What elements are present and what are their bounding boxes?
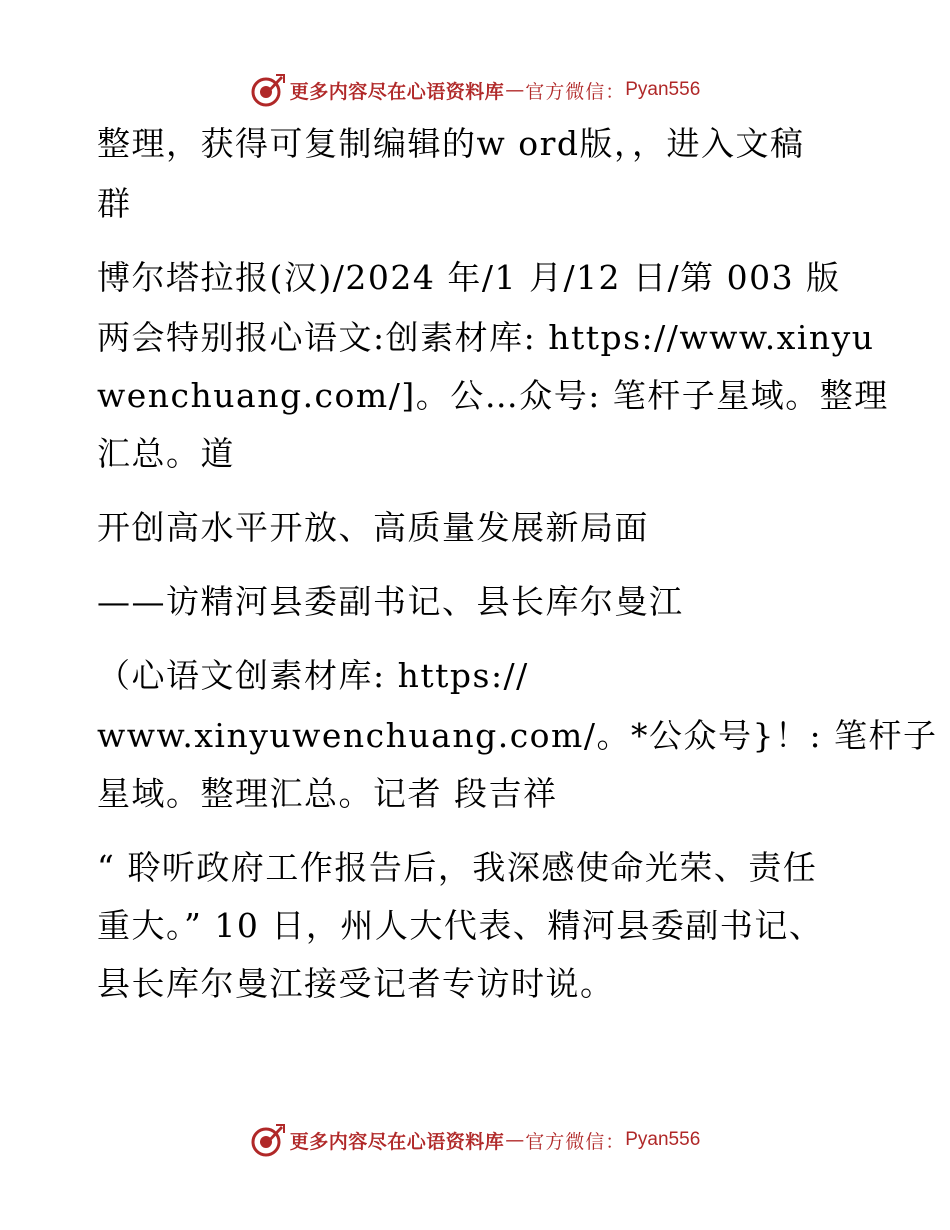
banner-dash: — — [505, 79, 525, 101]
text-line: 县长库尔曼江接受记者专访时说。 — [97, 964, 615, 1003]
text-line: www.xinyuwenchuang.com/。*公众号}！: 笔杆子 — [97, 716, 938, 755]
text-line: 群 — [97, 184, 132, 223]
banner-wechat-label: 官方微信： — [525, 1130, 626, 1153]
banner-main-text: 更多内容尽在心语资料库 — [289, 80, 505, 103]
banner-dash: — — [505, 1129, 525, 1151]
text-line: 博尔塔拉报(汉)/2024 年/1 月/12 日/第 003 版 — [97, 258, 841, 297]
footer-watermark — [0, 1120, 950, 1160]
text-line: （心语文创素材库: https:// — [97, 656, 529, 695]
text-line: 重大。” 10 日，州人大代表、精河县委副书记、 — [97, 906, 824, 945]
quill-logo-icon — [250, 1122, 286, 1158]
text-line: 整理，获得可复制编辑的w ord版，，进入文稿 — [97, 124, 805, 163]
article-subheadline: ——访精河县委副书记、县长库尔曼江 — [97, 582, 684, 621]
article-headline: 开创高水平开放、高质量发展新局面 — [97, 508, 649, 547]
text-line: “ 聆听政府工作报告后，我深感使命光荣、责任 — [97, 848, 818, 887]
quill-logo-icon — [250, 72, 286, 108]
banner-main-text: 更多内容尽在心语资料库 — [289, 1130, 505, 1153]
header-watermark — [0, 70, 950, 110]
banner-wechat-label: 官方微信： — [525, 80, 626, 103]
text-line: wenchuang.com/]。公…众号: 笔杆子星域。整理 — [97, 376, 889, 415]
text-line: 汇总。道 — [97, 434, 235, 473]
banner-wechat-id: Pyan556 — [625, 1129, 701, 1150]
text-line: 两会特别报心语文:创素材库: https://www.xinyu — [97, 318, 875, 357]
banner-wechat-id: Pyan556 — [625, 79, 701, 100]
text-line: 星域。整理汇总。记者 段吉祥 — [97, 774, 558, 813]
